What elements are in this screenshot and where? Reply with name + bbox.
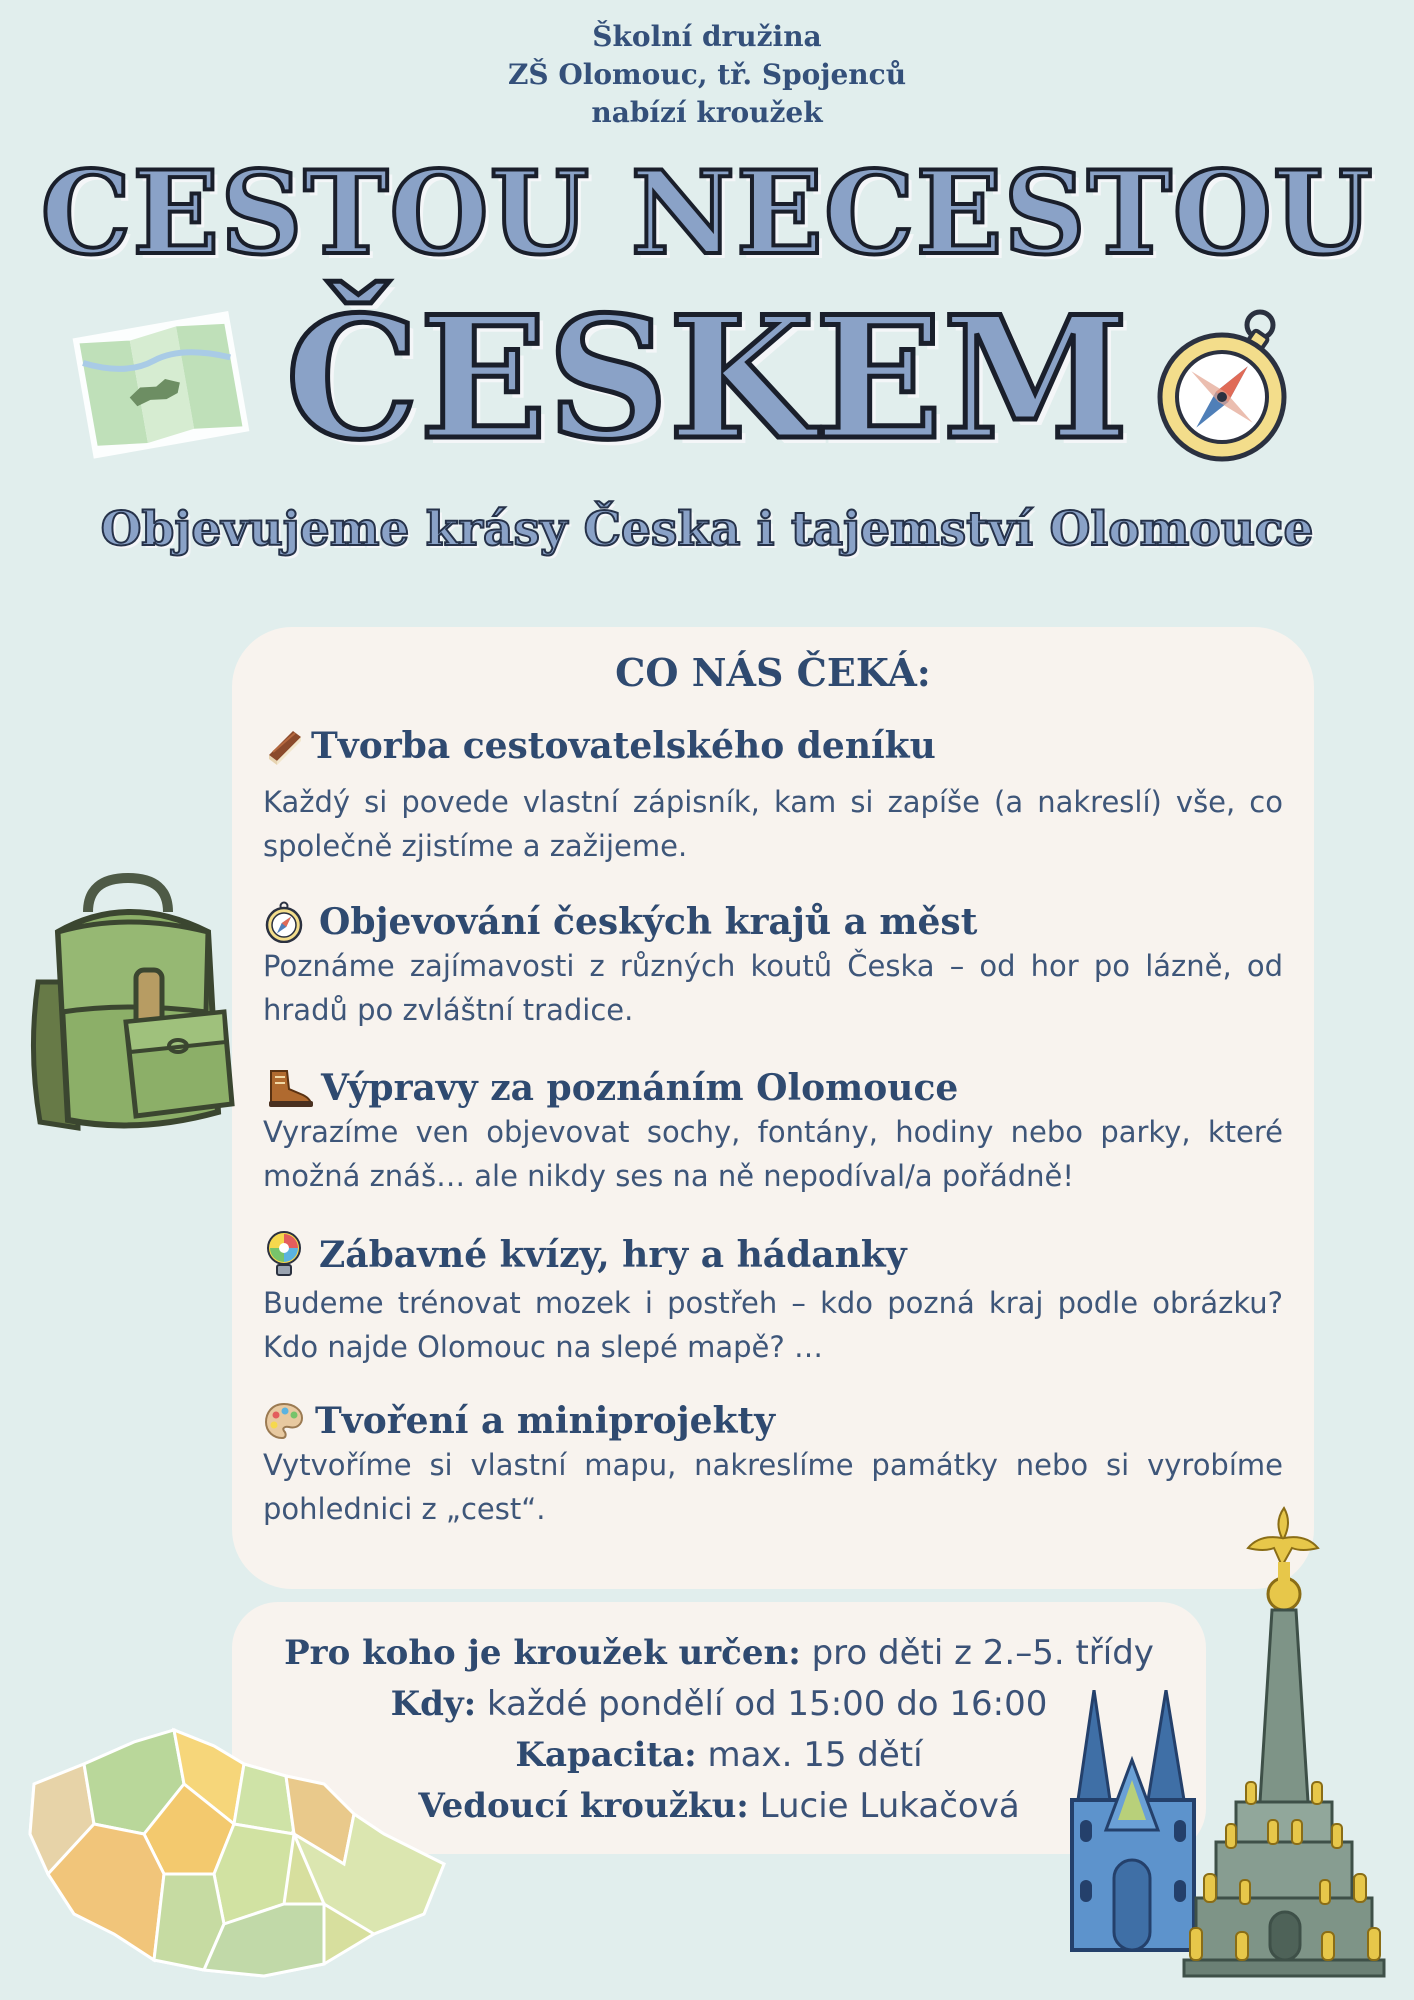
info-capacity-value: max. 15 dětí	[696, 1735, 923, 1775]
title-line-2: ČESKEM	[285, 279, 1129, 477]
activity-title-text: Objevování českých krajů a měst	[319, 901, 978, 943]
activity-section	[263, 1399, 1283, 1531]
info-leader-value: Lucie Lukačová	[748, 1786, 1020, 1826]
activity-title	[263, 724, 1283, 768]
info-target-group	[232, 1628, 1206, 1679]
activity-title-text: Tvorba cestovatelského deníku	[311, 725, 936, 767]
map-illustration	[68, 310, 253, 460]
column-illustration	[1176, 1502, 1394, 1980]
info-schedule	[232, 1679, 1206, 1730]
info-capacity-label: Kapacita:	[515, 1735, 697, 1775]
activity-title	[263, 1229, 1283, 1281]
organizer-line-3: nabízí kroužek	[591, 96, 823, 129]
compass-icon	[1154, 305, 1288, 465]
book-icon	[263, 725, 305, 767]
organizer-line-1: Školní družina	[592, 20, 822, 53]
boot-icon	[263, 1067, 315, 1109]
title-line-1: CESTOU NECESTOU	[40, 146, 1374, 280]
activity-description: Budeme trénovat mozek i postřeh – kdo pozná kraj podle obrázku? Kdo najde Olomouc na slepé mapě? …	[263, 1286, 1283, 1364]
activity-section	[263, 900, 1283, 1032]
activity-title	[263, 1399, 1283, 1443]
activity-title	[263, 1066, 1283, 1110]
organizer-line-2: ZŠ Olomouc, tř. Spojenců	[507, 58, 907, 91]
info-schedule-label: Kdy:	[390, 1684, 477, 1724]
subtitle: Objevujeme krásy Česka i tajemství Olomouce	[100, 502, 1314, 557]
activity-description: Vytvoříme si vlastní mapu, nakreslíme památky nebo si vyrobíme pohlednici z „cest“.	[263, 1448, 1283, 1526]
info-target-label: Pro koho je kroužek určen:	[284, 1633, 801, 1673]
activity-title-text: Tvoření a miniprojekty	[315, 1400, 776, 1442]
activity-section	[263, 724, 1283, 868]
czech-map-illustration	[24, 1724, 454, 1986]
lightbulb-icon	[263, 1229, 305, 1281]
activities-heading: CO NÁS ČEKÁ:	[615, 650, 931, 695]
info-leader-label: Vedoucí kroužku:	[418, 1786, 749, 1826]
activity-description: Každý si povede vlastní zápisník, kam si zapíše (a nakreslí) vše, co společně zjistíme a zažijeme.	[263, 785, 1283, 863]
backpack-illustration	[18, 872, 250, 1136]
info-target-value: pro děti z 2.–5. třídy	[800, 1633, 1154, 1673]
organizer-intro	[0, 18, 1414, 132]
activity-section	[263, 1066, 1283, 1198]
activity-description: Poznáme zajímavosti z různých koutů Česka – od hor po lázně, od hradů po zvláštní tradice.	[263, 949, 1283, 1027]
activity-title-text: Výpravy za poznáním Olomouce	[321, 1067, 959, 1109]
palette-icon	[263, 1400, 305, 1442]
info-schedule-value: každé pondělí od 15:00 do 16:00	[476, 1684, 1048, 1724]
activity-title-text: Zábavné kvízy, hry a hádanky	[319, 1234, 907, 1276]
activity-description: Vyrazíme ven objevovat sochy, fontány, hodiny nebo parky, které možná znáš… ale nikdy ses na ně nepodíval/a pořádně!	[263, 1115, 1283, 1193]
activity-section	[263, 1229, 1283, 1369]
compass-icon	[263, 901, 305, 943]
activity-title	[263, 900, 1283, 944]
